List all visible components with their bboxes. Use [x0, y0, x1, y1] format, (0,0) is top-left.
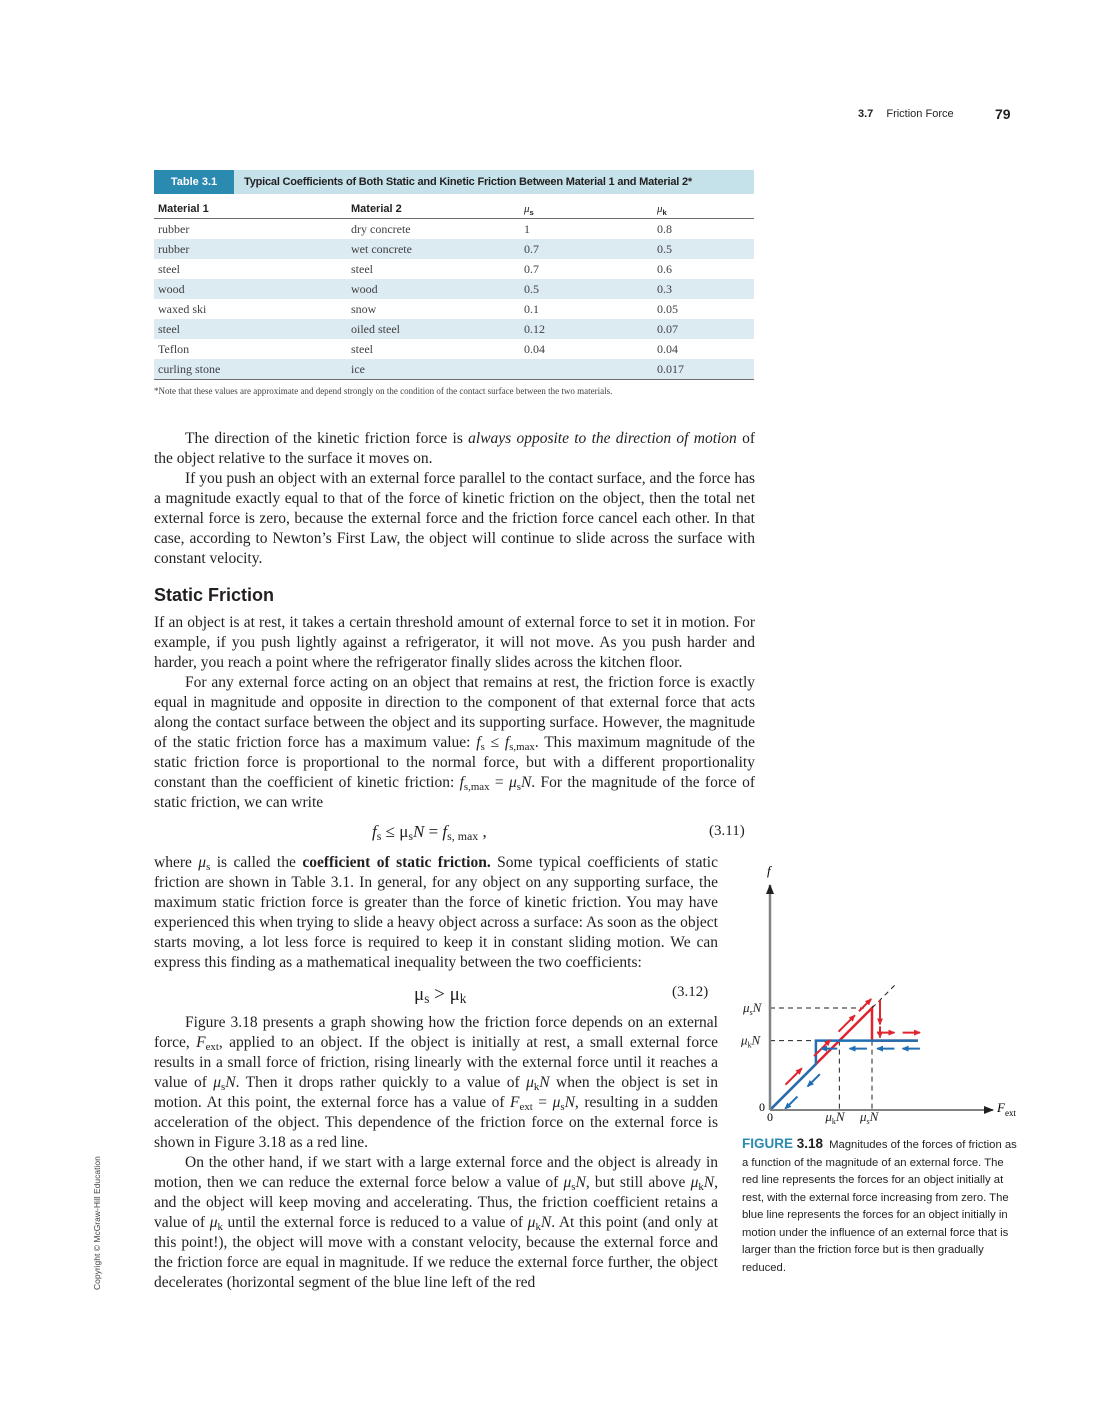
table-cell: 0.017 [653, 359, 754, 380]
equation-3-11: $f_s \le \mu_sN = f_{s, max}$ , [372, 822, 487, 843]
table-cell: steel [158, 261, 180, 276]
paragraph: If you push an object with an external force parallel to the contact surface, and the force has a magnitude exactly equal to that of the force of kinetic friction on the object, then the total net external force is zero, because the external force and the friction force cancel each other. In that case, according to Newton’s First Law, the object will continue to slide across the surface with constant velocity. [154, 470, 755, 567]
copyright-notice: Copyright © McGraw-Hill Education [92, 1156, 102, 1290]
col-material-1: Material 1 [154, 199, 347, 219]
table-cell: 0.12 [520, 319, 653, 339]
equation-3-12: $\mu_s > \mu_k$ [414, 984, 467, 1006]
table-cell: 0.04 [657, 341, 678, 356]
x-tick-label-mu-k-n: $\mu_kN$ [825, 1109, 845, 1126]
y-tick-label-mu-k-n: $\mu_kN$ [741, 1032, 761, 1050]
direction-arrow-blue-diag [785, 1097, 797, 1109]
table-cell: 0.7 [520, 239, 653, 259]
paragraph: On the other hand, if we start with a large external force and the object is already in motion, then we can reduce the external force below a value of $\mu_sN$, but still above $\mu_kN$, and the object will keep moving and accelerating. Thus, the friction coefficient retains a value of $\mu_k$ until the external force is reduced to a value of $\mu_kN$. At this point (and only at this point!), the object will move with a constant velocity, because the external force and the friction force are equal in magnitude. If we reduce the external force further, the object decelerates (horizontal segment of the blue line left of the red [154, 1154, 719, 1291]
friction-graph [735, 855, 1025, 1130]
col-mu-k: $\mu_k$ [653, 199, 754, 219]
static-text [154, 613, 755, 813]
table-row [154, 319, 754, 339]
paragraph: Figure 3.18 presents a graph showing how the friction force depends on an external force, $F_{ext}$, applied to an object. If the object is initially at rest, a small external force results in a small force of friction, rising linearly with the external force until it reaches a value of $\mu_sN$. Then it drops rather quickly to a value of $\mu_kN$ when the object is set in motion. At this point, the external force has a value of $F_{ext} = \mu_sN$, resulting in a sudden acceleration of the object. This dependence of the friction force on the external force is shown in Figure 3.18 as a red line. [154, 1014, 718, 1151]
y-axis-label: f [767, 863, 771, 878]
section-title: Friction Force [886, 108, 954, 120]
table-row [154, 339, 754, 359]
table-cell: 0.1 [524, 301, 539, 316]
table-cell: ice [347, 359, 520, 380]
table-cell: rubber [158, 221, 190, 236]
kinetic-friction-line [770, 1041, 918, 1110]
kinetic-text [154, 429, 755, 569]
running-head [858, 108, 954, 120]
table-caption: Typical Coefficients of Both Static and Kinetic Friction Between Material 1 and Material 2* [244, 176, 692, 188]
col-material-2: Material 2 [347, 199, 520, 219]
emphasis: always opposite to the direction of motion [468, 430, 737, 447]
paragraph: If an object is at rest, it takes a certain threshold amount of external force to set it in motion. For example, if you push lightly against a refrigerator, it will not move. As you push harder and harder, you reach a point where the refrigerator finally slides across the kitchen floor. [154, 614, 755, 671]
origin-y-label: 0 [759, 1100, 765, 1114]
table-cell [520, 359, 653, 380]
table-cell: 0.7 [524, 261, 539, 276]
figure-caption-text: Magnitudes of the forces of friction as a function of the magnitude of an external force. The red line represents the forces for an object initially at rest, with the external force increasing from zero. The blue line represents the forces for an object initially in motion under the influence of an external force that is larger than the friction force but is then gradually reduced. [742, 1139, 1017, 1274]
table-cell: snow [351, 301, 377, 316]
section-heading: Static Friction [154, 585, 275, 605]
table-cell: 1 [524, 221, 530, 236]
table-cell: 0.5 [653, 239, 754, 259]
table-row [154, 279, 754, 299]
table-cell: curling stone [154, 359, 347, 380]
x-axis-label: F [997, 1100, 1005, 1115]
table-label: Table 3.1 [154, 170, 234, 194]
direction-arrow-blue-diag [808, 1074, 820, 1086]
table-cell: Teflon [158, 341, 190, 356]
figure-label: FIGURE 3.18 [742, 1136, 824, 1151]
table-footnote: *Note that these values are approximate and depend strongly on the condition of the contact surface between the two materials. [154, 386, 613, 396]
table-cell: steel [154, 319, 347, 339]
table-header-bar [154, 170, 754, 194]
paragraph: where $\mu_s$ is called the coefficient of static friction. Some typical coefficients of static friction are shown in Table 3.1. In general, for any object on any supporting surface, the maximum static friction force is greater than the force of kinetic friction. You may have experienced this when trying to slide a heavy object across a surface: As soon as the object starts moving, a lot less force is required to keep it in constant sliding motion. We can express this finding as a mathematical inequality between the two coefficients: [154, 854, 718, 971]
paragraph: For any external force acting on an object that remains at rest, the friction force is exactly equal in magnitude and opposite in direction to the component of that external force that acts along the contact surface between the object and its supporting surface. However, the magnitude of the static friction force has a maximum value: $f_s \le f_{s,max}$. This maximum magnitude of the static friction force is proportional to the normal force, but with a different proportionality constant than the coefficient of kinetic friction: $f_{s,max} = \mu_sN$. For the magnitude of the force of static friction, we can write [154, 674, 755, 811]
table-cell: 0.8 [657, 221, 672, 236]
x-axis-label-sub: ext [1005, 1108, 1016, 1118]
page-number: 79 [995, 106, 1011, 122]
paragraph: The direction of the kinetic friction force is always opposite to the direction of motion of the object relative to the surface it moves on. [154, 430, 755, 467]
table-cell: wood [154, 279, 347, 299]
x-tick-label-mu-s-n: $\mu_sN$ [860, 1109, 879, 1126]
table-row [154, 299, 754, 319]
table-row [154, 359, 754, 380]
table-cell: wood [347, 279, 520, 299]
table-cell: 0.5 [520, 279, 653, 299]
table-row [154, 239, 754, 259]
table-cell: 0.07 [653, 319, 754, 339]
table-cell: dry concrete [351, 221, 411, 236]
static-text-3 [154, 1013, 718, 1293]
static-friction-line [770, 1008, 918, 1110]
origin-x-label: 0 [767, 1110, 773, 1124]
section-number: 3.7 [858, 108, 874, 120]
table-cell: rubber [154, 239, 347, 259]
table-cell: waxed ski [158, 301, 207, 316]
extension-dashed-line [872, 983, 898, 1009]
table-cell: steel [351, 261, 373, 276]
table-cell: oiled steel [347, 319, 520, 339]
static-text-2 [154, 853, 718, 973]
table-cell: 0.6 [657, 261, 672, 276]
table-cell: 0.3 [653, 279, 754, 299]
table-grid [154, 199, 754, 380]
term-bold: coefficient of static friction. [302, 854, 491, 871]
table-cell: 0.05 [657, 301, 678, 316]
table-row [154, 259, 754, 279]
figure-caption [742, 1135, 1017, 1277]
col-mu-s: $\mu_s$ [520, 199, 653, 219]
equation-number: (3.12) [672, 984, 709, 1000]
table-cell: steel [351, 341, 373, 356]
friction-table [154, 170, 754, 380]
table-cell: wet concrete [347, 239, 520, 259]
table-row [154, 219, 754, 240]
equation-number: (3.11) [709, 823, 745, 839]
y-tick-label-mu-s-n: $\mu_sN$ [743, 1000, 762, 1017]
table-cell: 0.04 [524, 341, 545, 356]
table-column-headers [154, 199, 754, 219]
